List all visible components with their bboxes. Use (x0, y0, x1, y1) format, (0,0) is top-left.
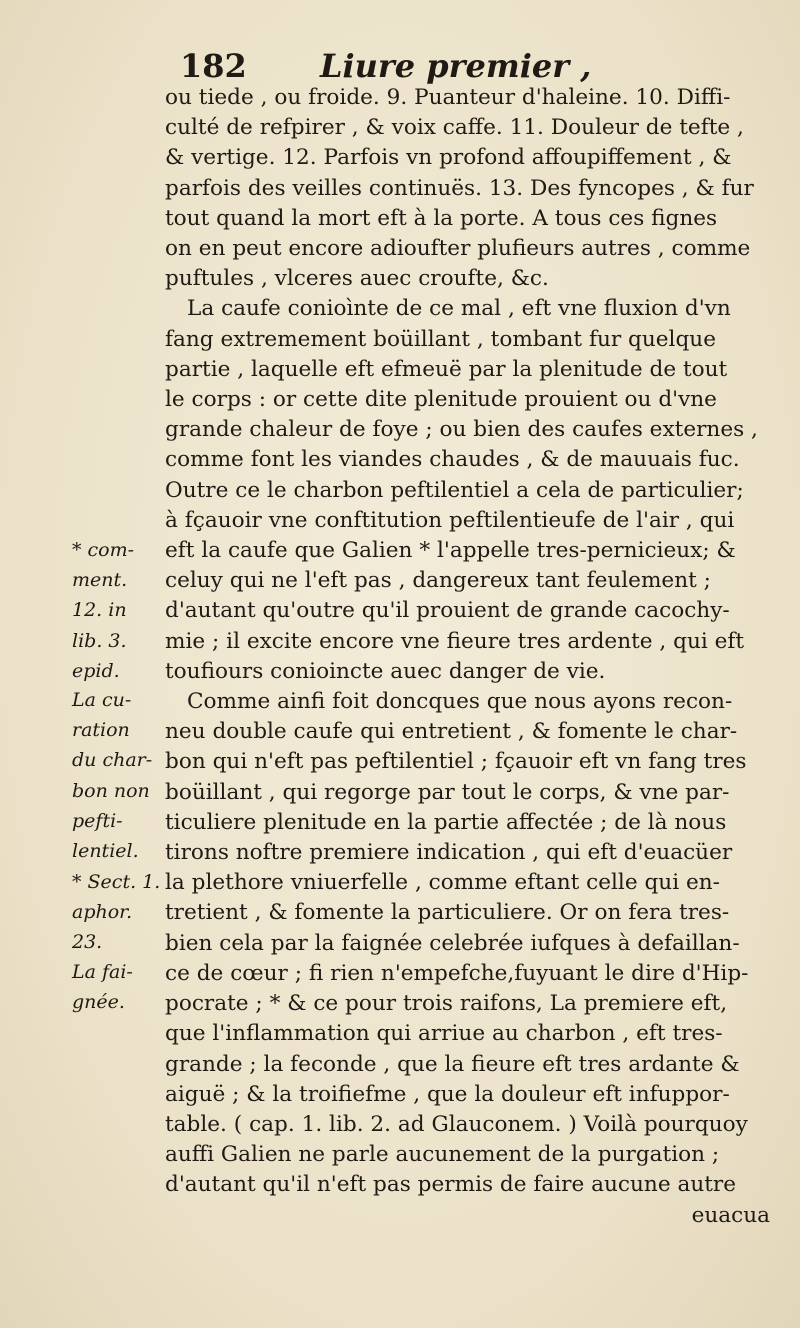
text-line: tout quand la mort eft à la porte. A tous ces fignes (165, 205, 718, 231)
text-line: tretient , & fomente la particuliere. Or on fera tres- (165, 900, 730, 926)
text-line: culté de refpirer , & voix caffe. 11. Douleur de tefte , (165, 115, 744, 141)
text-line: aiguë ; & la troifiefme , que la douleur eft infuppor- (165, 1081, 730, 1107)
text-line: pocrate ; * & ce pour trois raifons, La premiere eft, (165, 991, 728, 1017)
margin-note-line: ration (72, 719, 130, 742)
margin-note-line: epid. (72, 659, 120, 682)
margin-note-line: pefti- (72, 809, 123, 832)
text-line: fang extremement boüillant , tombant fur quelque (165, 326, 716, 352)
text-line: euacua (691, 1202, 770, 1228)
text-line: puftules , vlceres auec croufte, &c. (165, 266, 549, 292)
body-text (165, 83, 785, 1231)
text-line: Outre ce le charbon peftilentiel a cela de particulier; (165, 477, 744, 503)
text-line: La caufe conioìnte de ce mal , eft vne fluxion d'vn (187, 296, 731, 322)
text-line: grande ; la feconde , que la fieure eft tres ardante & (165, 1051, 740, 1077)
margin-note-line: 12. in (72, 599, 127, 622)
margin-note-line: aphor. (72, 901, 133, 924)
text-line: parfois des veilles continuës. 13. Des fyncopes , & fur (165, 175, 754, 201)
text-line: mie ; il excite encore vne fieure tres ardente , qui eft (165, 628, 745, 654)
text-line: à fçauoir vne conftitution peftilentieufe de l'air , qui (165, 507, 735, 533)
margin-note-line: lib. 3. (72, 629, 127, 652)
text-line: tirons noftre premiere indication , qui eft d'euacüer (165, 840, 733, 866)
margin-note-line: gnée. (72, 991, 125, 1014)
margin-note-line: * Sect. 1. (72, 871, 161, 893)
text-line: partie , laquelle eft efmeuë par la plenitude de tout (165, 356, 728, 382)
margin-note-line: * com- (72, 539, 135, 561)
text-line: ticuliere plenitude en la partie affectée ; de là nous (165, 809, 727, 835)
margin-note-line: du char- (72, 749, 153, 772)
margin-note-line: 23. (72, 931, 103, 954)
margin-note-commentary-reference (72, 535, 142, 686)
text-line: bien cela par la faignée celebrée iufques à defaillan- (165, 930, 740, 956)
text-line: que l'inflammation qui arriue au charbon , eft tres- (165, 1021, 723, 1047)
text-line: la plethore vniuerfelle , comme eftant celle qui en- (165, 870, 720, 896)
text-line: auffi Galien ne parle aucunement de la purgation ; (165, 1142, 720, 1168)
margin-note-curation (72, 685, 153, 866)
text-line: table. ( cap. 1. lib. 2. ad Glauconem. ) Voilà pourquoy (165, 1111, 748, 1137)
text-line: bon qui n'eft pas peftilentiel ; fçauoir eft vn fang tres (165, 749, 747, 775)
text-line: grande chaleur de foye ; ou bien des caufes externes , (165, 417, 758, 443)
text-line: ce de cœur ; fi rien n'empefche,fuyuant le dire d'Hip- (165, 960, 749, 986)
margin-note-saignee (72, 957, 142, 1017)
margin-note-line: bon non (72, 779, 150, 802)
text-line: eft la caufe que Galien * l'appelle tres-pernicieux; & (165, 538, 736, 564)
text-line: comme font les viandes chaudes , & de mauuais fuc. (165, 447, 740, 473)
text-line: boüillant , qui regorge par tout le corps, & vne par- (165, 779, 730, 805)
text-line: le corps : or cette dite plenitude prouient ou d'vne (165, 387, 717, 413)
margin-note-line: ment. (72, 569, 128, 592)
margin-note-line: lentiel. (72, 840, 139, 863)
text-line: toufiours conioincte auec danger de vie. (165, 658, 606, 684)
text-line: on en peut encore adioufter plufieurs autres , comme (165, 236, 751, 262)
text-line: ou tiede , ou froide. 9. Puanteur d'haleine. 10. Diffi- (165, 85, 731, 110)
text-line: d'autant qu'il n'eft pas permis de faire aucune autre (165, 1172, 737, 1198)
text-line: Comme ainfi foit doncques que nous ayons recon- (187, 689, 733, 715)
text-line: neu double caufe qui entretient , & fomente le char- (165, 719, 738, 745)
text-line: & vertige. 12. Parfois vn profond affoupiffement , & (165, 145, 732, 171)
margin-note-aphorism-reference (72, 867, 161, 958)
page-number: 182 (180, 47, 247, 85)
margin-note-line: La fai- (72, 961, 133, 983)
running-title: Liure premier , (320, 47, 592, 85)
text-line: celuy qui ne l'eft pas , dangereux tant feulement ; (165, 568, 711, 594)
margin-note-line: La cu- (72, 689, 132, 711)
text-line: d'autant qu'outre qu'il prouient de grande cacochy- (165, 598, 730, 624)
